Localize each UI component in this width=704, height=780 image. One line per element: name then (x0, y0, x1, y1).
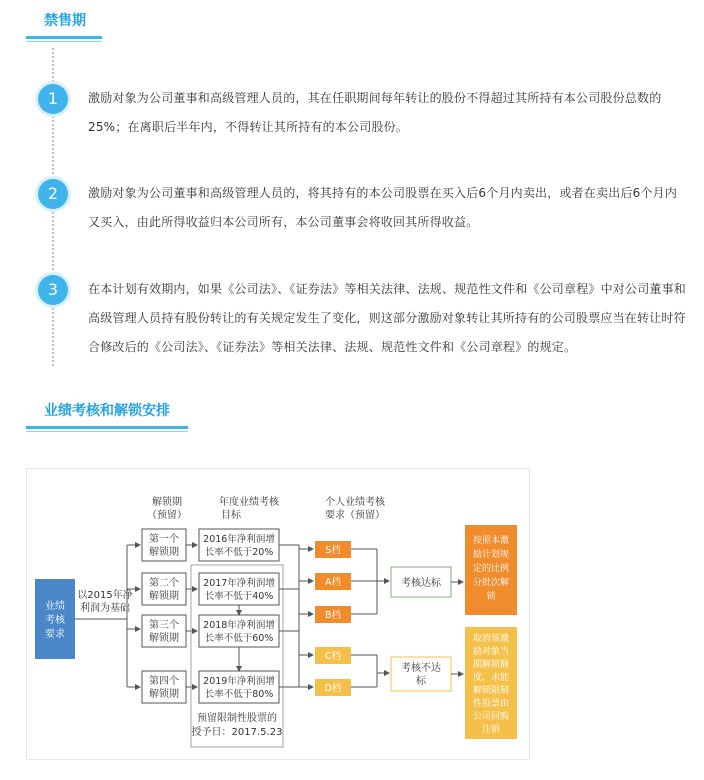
header-unlock-1: 解锁期 (152, 497, 182, 508)
grade-label: B档 (324, 610, 342, 621)
target-text: 2016年净利润增 (203, 534, 275, 545)
period-label: 解锁期 (149, 633, 179, 644)
header-annual-1: 年度业绩考核 (219, 497, 279, 508)
period-label: 第四个 (149, 676, 179, 687)
period-label: 解锁期 (149, 547, 179, 558)
pass-result-text: 分批次解 (472, 578, 510, 588)
title-underline (26, 36, 102, 39)
header-personal-2: 要求（预留） (325, 510, 385, 521)
header-unlock-2: （预留） (147, 510, 187, 521)
fail-result-text: 公司回购 (472, 712, 510, 722)
fail-result-text: 性股票由 (472, 699, 510, 709)
period-label: 解锁期 (149, 591, 179, 602)
period-label: 第一个 (149, 534, 179, 545)
period-label: 第二个 (149, 578, 179, 589)
target-text: 长率不低于60% (204, 633, 274, 644)
pass-result-text: 按照本激 (472, 536, 510, 546)
grade-label: C档 (324, 651, 342, 662)
item-number-badge: 1 (38, 84, 68, 114)
left-box-text: 业绩 (45, 601, 65, 612)
pass-result-text: 励计划规 (472, 550, 510, 560)
target-text: 长率不低于20% (204, 547, 274, 558)
grade-label: S档 (325, 545, 341, 556)
target-text: 2019年净利润增 (203, 676, 275, 687)
title-underline (26, 426, 188, 429)
fail-result-text: 取消该激 (472, 634, 510, 644)
section-title-lockup: 禁售期 (44, 13, 86, 29)
pass-label: 考核达标 (401, 578, 441, 589)
target-text: 长率不低于80% (204, 689, 274, 700)
left-box-text: 考核 (45, 615, 65, 626)
grade-label: A档 (325, 577, 341, 588)
period-label: 解锁期 (149, 689, 179, 700)
fail-result-text: 解锁限制 (472, 686, 510, 696)
fail-label: 考核不达 (401, 663, 441, 674)
title-underline-thin (26, 431, 188, 432)
fail-label: 标 (416, 676, 426, 687)
fail-result-text: 度，未能 (472, 673, 510, 683)
fail-result-text: 期解锁额 (472, 660, 510, 670)
basis-text: 利润为基础 (80, 603, 130, 614)
header-personal-1: 个人业绩考核 (325, 497, 385, 508)
reserved-note: 预留限制性股票的 (197, 713, 277, 724)
basis-text: 以2015年净 (77, 590, 133, 601)
left-box-text: 要求 (45, 629, 65, 640)
fail-result-text: 励对象当 (472, 647, 510, 657)
target-text: 2017年净利润增 (203, 578, 275, 589)
title-underline-thin (26, 41, 102, 42)
item-text: 在本计划有效期内，如果《公司法》、《证券法》等相关法律、法规、规范性文件和《公司章程》中对公司董事和高级管理人员持有股份转让的有关规定发生了变化，则这部分激励对象转让其所持有的公司股票应当在转让时符合修改后的《公司法》、《证券法》等相关法律、法规、规范性文件和《公司章程》的规定。 (88, 282, 687, 354)
target-text: 长率不低于40% (204, 591, 274, 602)
grade-label: D档 (324, 683, 342, 694)
target-text: 2018年净利润增 (203, 620, 275, 631)
period-label: 第三个 (149, 620, 179, 631)
header-annual-2: 目标 (221, 510, 241, 521)
pass-result-text: 定的比例 (472, 564, 510, 574)
item-text: 激励对象为公司董事和高级管理人员的，将其持有的本公司股票在买入后6个月内卖出，或者在卖出后6个月内又买入，由此所得收益归本公司所有，本公司董事会将收回其所得收益。 (88, 186, 678, 229)
section-title-performance: 业绩考核和解锁安排 (44, 403, 170, 419)
pass-result-text: 锁 (486, 592, 496, 602)
item-text: 激励对象为公司董事和高级管理人员的，其在任职期间每年转让的股份不得超过其所持有本公司股份总数的25%；在离职后半年内，不得转让其所持有的本公司股份。 (88, 91, 662, 134)
item-number-badge: 2 (38, 179, 68, 209)
unlock-flow-diagram (26, 468, 530, 760)
fail-result-text: 注销 (481, 725, 501, 735)
item-number-badge: 3 (38, 275, 68, 305)
reserved-note: 授予日：2017.5.23 (191, 727, 283, 738)
